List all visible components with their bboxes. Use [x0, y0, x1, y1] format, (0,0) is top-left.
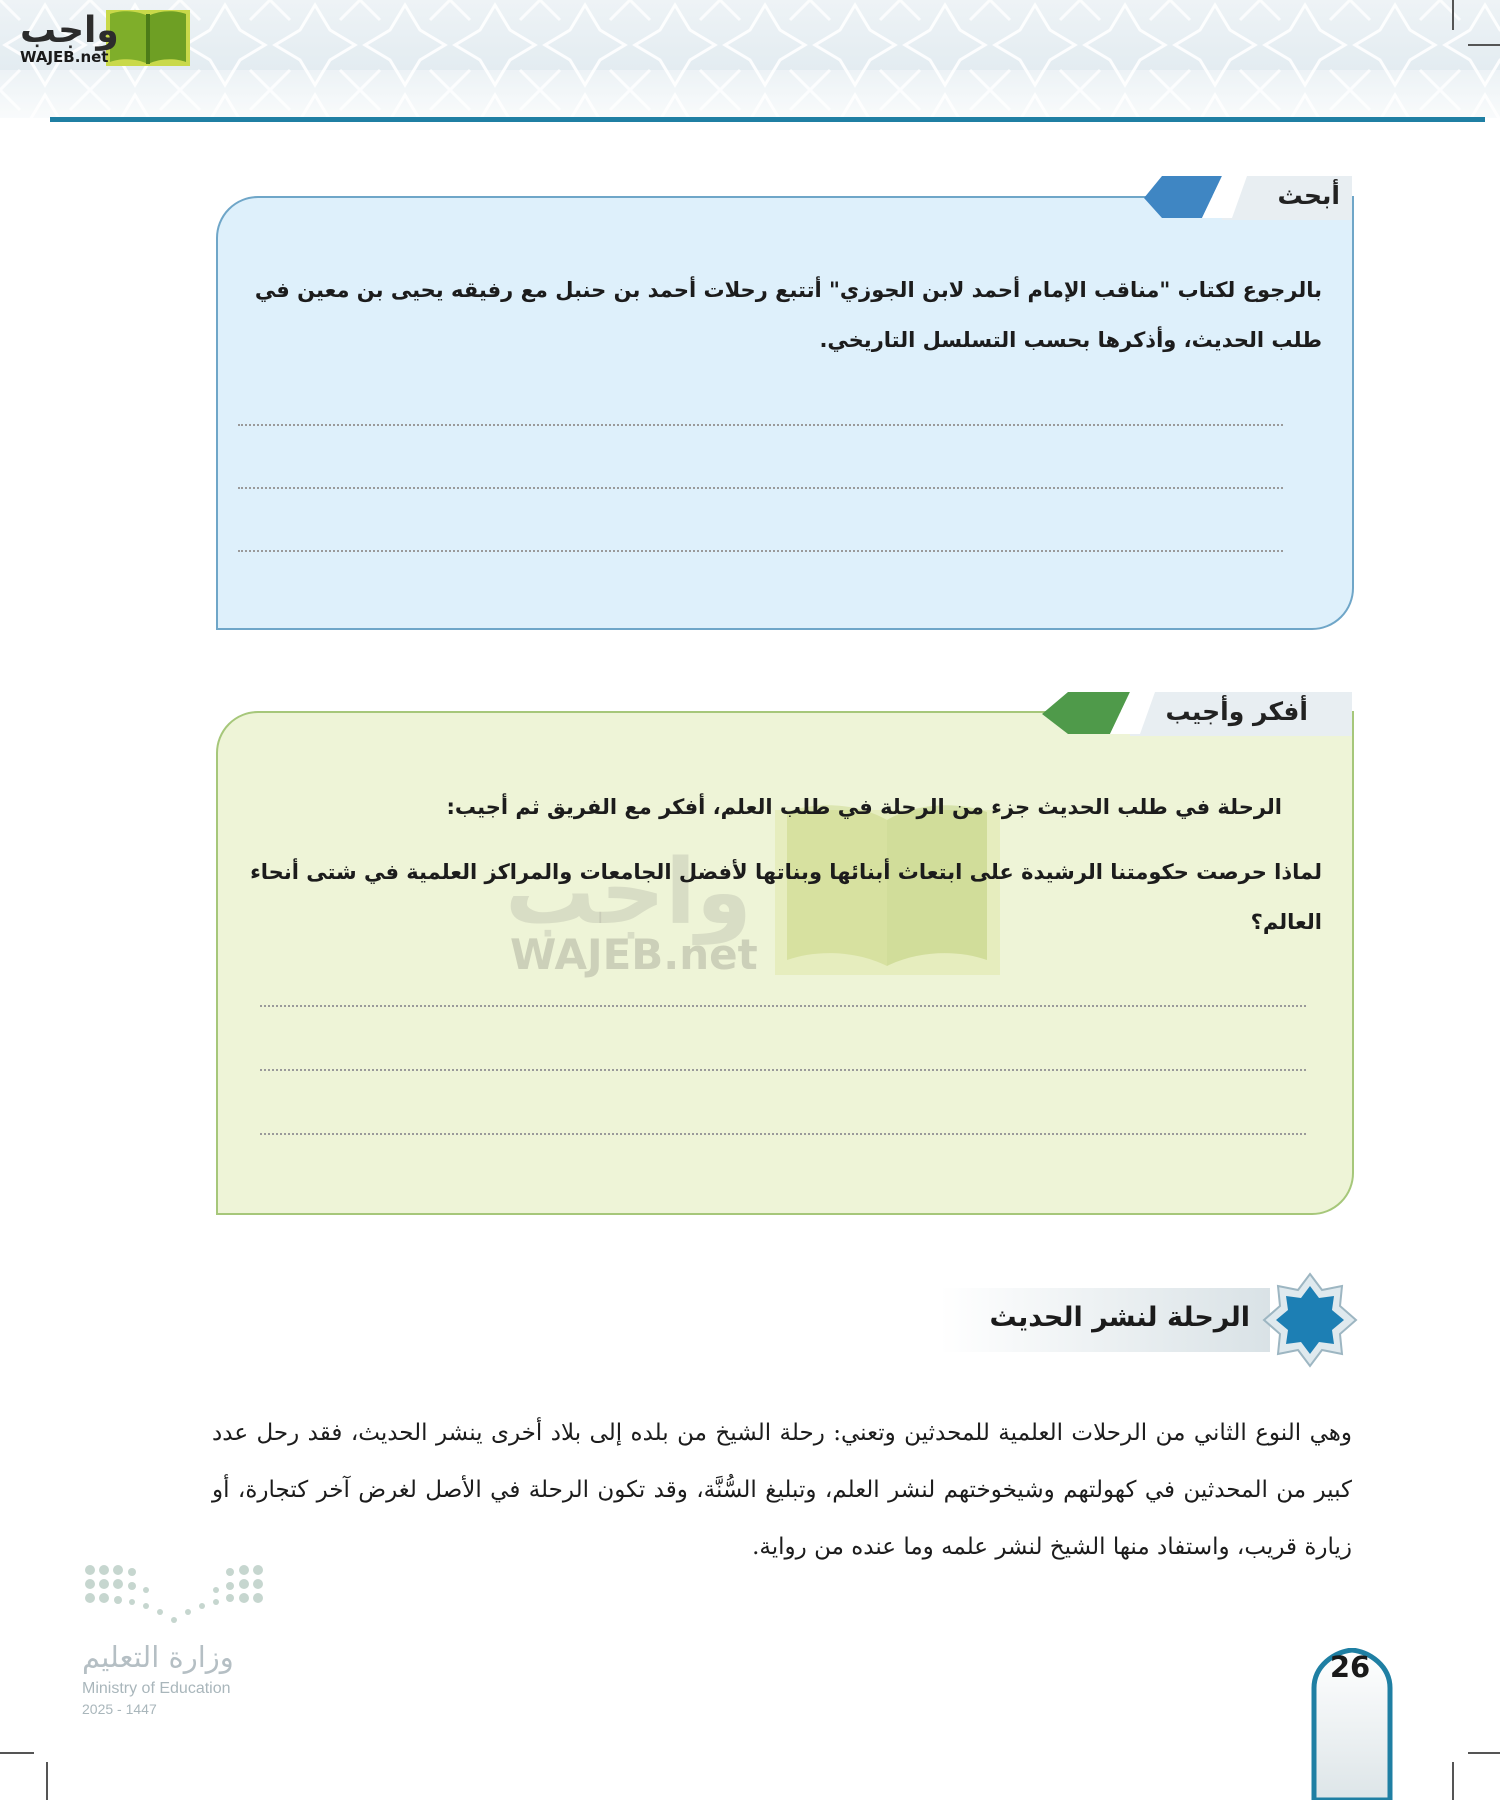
watermark-net: WAJEB.net	[510, 930, 758, 979]
wajeb-logo[interactable]	[8, 6, 188, 68]
crop-mark-bottom-right	[1452, 1762, 1454, 1800]
ministry-arabic-name: وزارة التعليم	[82, 1640, 234, 1674]
think-title: أفكر وأجيب	[1165, 697, 1308, 726]
research-answer-line-1[interactable]	[238, 424, 1283, 426]
section-heading	[940, 1272, 1350, 1368]
logo-arabic-text: واجب	[20, 10, 119, 51]
research-answer-line-2[interactable]	[238, 487, 1283, 489]
header-rule	[50, 117, 1485, 122]
section-title: الرحلة لنشر الحديث	[989, 1302, 1250, 1333]
research-box	[216, 196, 1354, 630]
think-tab	[1040, 690, 1352, 736]
header-pattern	[0, 0, 1500, 118]
ministry-year: 2025 - 1447	[82, 1701, 157, 1717]
think-answer-line-2[interactable]	[260, 1069, 1306, 1071]
page-number: 26	[1329, 1650, 1371, 1684]
crop-mark-right-bottom	[1468, 1752, 1500, 1754]
ministry-english-name: Ministry of Education	[82, 1680, 231, 1697]
logo-net-text: WAJEB.net	[20, 48, 109, 66]
crop-mark-right-top	[1468, 44, 1500, 46]
section-body-text: وهي النوع الثاني من الرحلات العلمية للمحدثين وتعني: رحلة الشيخ من بلده إلى بلاد أخرى ينشر الحديث، فقد رحل عدد كبير من المحدثين في كهولتهم وشيخوختهم لنشر العلم، وتبليغ السُّنَّة، وقد تكون الرحلة في الأصل لغرض آخر كتجارة، أو زيارة قريب، واستفاد منها الشيخ لنشر علمه وما عنده من رواية.	[212, 1420, 1352, 1560]
research-text: بالرجوع لكتاب "مناقب الإمام أحمد لابن الجوزي" أتتبع رحلات أحمد بن حنبل مع رفيقه يحيى بن معين في طلب الحديث، وأذكرها بحسب التسلسل التاريخي.	[254, 278, 1322, 352]
header-band	[0, 0, 1500, 118]
research-title: أبحث	[1277, 181, 1340, 210]
crop-mark-bottom-left	[46, 1762, 48, 1800]
watermark-arabic: واجب	[505, 840, 752, 945]
think-answer-line-3[interactable]	[260, 1133, 1306, 1135]
think-answer-line-1[interactable]	[260, 1005, 1306, 1007]
crop-mark-top-right	[1452, 0, 1454, 30]
think-question-intro: الرحلة في طلب الحديث جزء من الرحلة في طلب العلم، أفكر مع الفريق ثم أجيب:	[446, 795, 1282, 819]
research-tab	[1142, 174, 1352, 220]
ministry-dots-logo-icon	[84, 1562, 268, 1628]
think-question: لماذا حرصت حكومتنا الرشيدة على ابتعاث أبنائها وبناتها لأفضل الجامعات والمراكز العلمية في شتى أنحاء العالم؟	[250, 860, 1322, 934]
star-emblem-icon	[1262, 1272, 1358, 1368]
crop-mark-left-bottom	[0, 1752, 34, 1754]
research-answer-line-3[interactable]	[238, 550, 1283, 552]
